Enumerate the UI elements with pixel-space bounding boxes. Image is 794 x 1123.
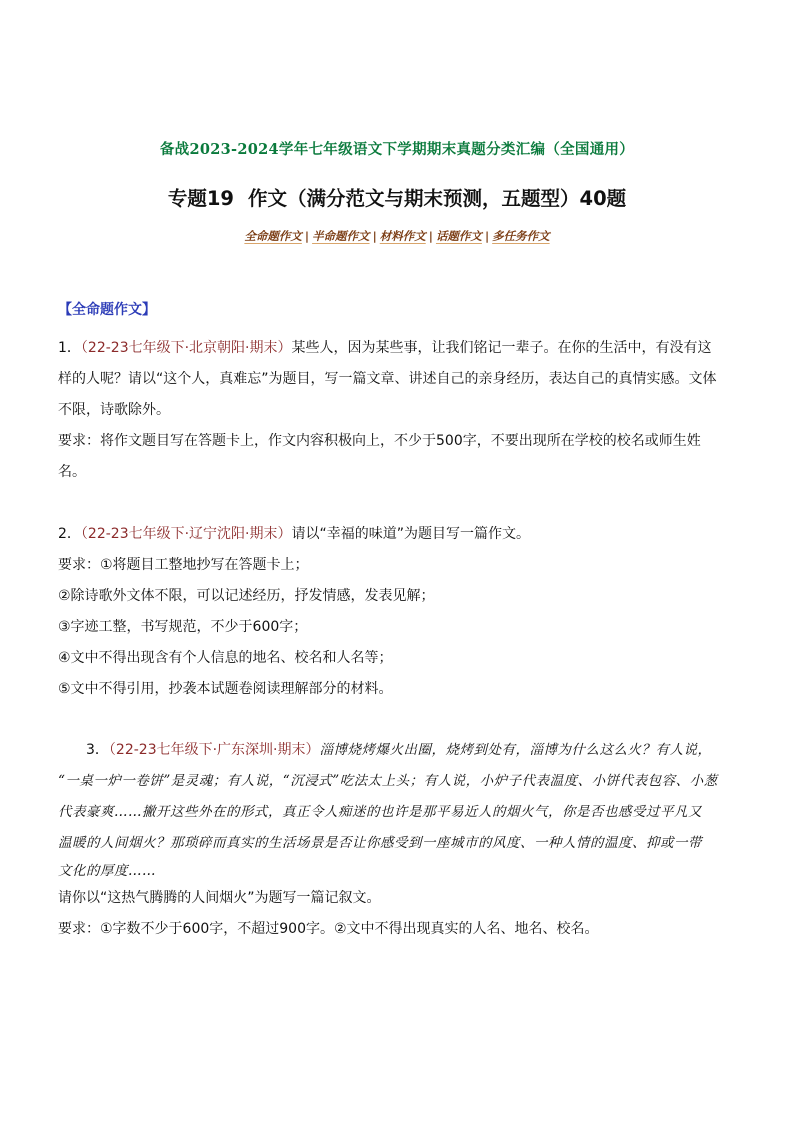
question-requirement: ⑤文中不得引用，抄袭本试题卷阅读理解部分的材料。: [58, 681, 393, 697]
material-line: 温暖的人间烟火？那琐碎而真实的生活场景是否让你感受到一座城市的风度、一种人情的温度、抑或一带: [58, 835, 702, 851]
question-2: [58, 519, 738, 705]
question-type-nav: [0, 228, 794, 244]
tag-separator: |: [304, 229, 310, 243]
question-line: 请你以“这热气腾腾的人间烟火”为题写一篇记叙文。: [58, 890, 381, 906]
tag-material-essay[interactable]: 材料作文: [379, 229, 426, 243]
question-requirement: 要求：①字数不少于600字，不超过900字。②文中不得出现真实的人名、地名、校名。: [58, 921, 599, 937]
question-line: 名。: [58, 464, 86, 480]
tag-separator: |: [484, 229, 490, 243]
tag-topic-essay[interactable]: 话题作文: [435, 229, 482, 243]
question-requirement: ④文中不得出现含有个人信息的地名、校名和人名等；: [58, 650, 393, 666]
question-line: 样的人呢？请以“这个人，真难忘”为题目，写一篇文章、讲述自己的亲身经历，表达自己的真情实感。文体: [58, 371, 717, 387]
main-title: [0, 183, 794, 211]
topic-label: 专题19: [167, 187, 234, 210]
tag-full-title-essay[interactable]: 全命题作文: [244, 229, 302, 243]
question-source: （22-23七年级下·广东深圳·期末）: [108, 742, 320, 758]
material-line: 文化的厚度……: [58, 863, 156, 879]
tag-separator: |: [372, 229, 377, 243]
question-line: 不限，诗歌除外。: [58, 402, 170, 418]
question-requirement: ③字迹工整，书写规范，不少于600字；: [58, 619, 308, 635]
tag-separator: |: [428, 229, 433, 243]
question-1: [58, 333, 738, 488]
tag-multi-task-essay[interactable]: 多任务作文: [492, 229, 550, 243]
question-number: 1．: [58, 340, 81, 356]
question-3: [58, 735, 738, 945]
series-title: 备战2023-2024学年七年级语文下学期期末真题分类汇编（全国通用）: [159, 141, 635, 158]
question-source: （22-23七年级下·北京朝阳·期末）: [80, 340, 292, 356]
question-number: 2．: [58, 526, 81, 542]
question-requirement: ②除诗歌外文体不限，可以记述经历，抒发情感，发表见解；: [58, 588, 435, 604]
question-requirement: 要求：将作文题目写在答题卡上，作文内容积极向上，不少于500字，不要出现所在学校的校名或师生姓: [58, 433, 701, 449]
material-line: “一桌一炉一卷饼”是灵魂；有人说，“沉浸式”吃法太上头；有人说，小炉子代表温度、小饼代表包容、小葱: [58, 773, 718, 789]
material-line: 代表豪爽……撇开这些外在的形式，真正令人痴迷的也许是那平易近人的烟火气，你是否也感受过平凡又: [58, 804, 702, 820]
question-line: 3．（22-23七年级下·广东深圳·期末）淄博烧烤爆火出圈，烧烤到处有，淄博为什么这么火？有人说，: [86, 742, 712, 758]
section-heading: 【全命题作文】: [58, 302, 156, 318]
question-line: 1．（22-23七年级下·北京朝阳·期末）某些人，因为某些事，让我们铭记一辈子。在你的生活中，有没有这: [58, 340, 712, 356]
question-requirement: 要求：①将题目工整地抄写在答题卡上；: [58, 557, 309, 573]
question-line: 2．（22-23七年级下·辽宁沈阳·期末）请以“幸福的味道”为题目写一篇作文。: [58, 526, 531, 542]
question-source: （22-23七年级下·辽宁沈阳·期末）: [80, 526, 292, 542]
question-number: 3．: [86, 742, 109, 758]
tag-half-title-essay[interactable]: 半命题作文: [312, 229, 370, 243]
main-title-text: 作文（满分范文与期末预测，五题型）40题: [248, 187, 627, 210]
